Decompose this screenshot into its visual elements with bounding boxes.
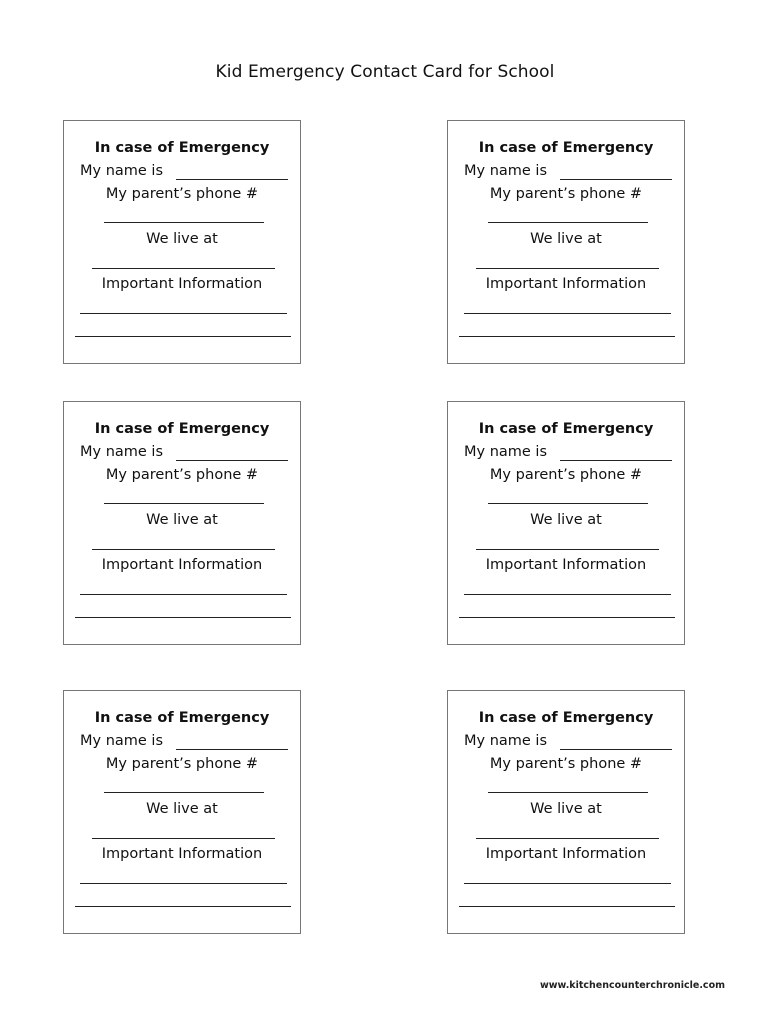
card-heading: In case of Emergency: [478, 421, 654, 437]
name-blank-line[interactable]: [560, 179, 672, 180]
address-label: We live at: [146, 801, 218, 817]
phone-blank-line[interactable]: [104, 222, 264, 223]
name-label: My name is: [464, 733, 548, 749]
card-heading: In case of Emergency: [478, 710, 654, 726]
phone-label: My parent’s phone #: [105, 467, 259, 483]
info-label: Important Information: [485, 846, 647, 862]
emergency-card: [447, 401, 685, 645]
name-blank-line[interactable]: [560, 460, 672, 461]
emergency-card: [63, 690, 301, 934]
info-label: Important Information: [101, 276, 263, 292]
document-title: Kid Emergency Contact Card for School: [215, 62, 555, 82]
phone-blank-line[interactable]: [488, 792, 648, 793]
name-label: My name is: [80, 444, 164, 460]
address-label: We live at: [146, 231, 218, 247]
name-blank-line[interactable]: [176, 179, 288, 180]
info-label: Important Information: [101, 846, 263, 862]
card-heading: In case of Emergency: [478, 140, 654, 156]
info-blank-line-2[interactable]: [75, 617, 291, 618]
card-heading: In case of Emergency: [94, 140, 270, 156]
info-blank-line-2[interactable]: [459, 336, 675, 337]
emergency-card: [447, 690, 685, 934]
phone-blank-line[interactable]: [488, 222, 648, 223]
info-blank-line-2[interactable]: [459, 617, 675, 618]
info-blank-line-1[interactable]: [464, 594, 671, 595]
address-label: We live at: [530, 801, 602, 817]
info-label: Important Information: [485, 276, 647, 292]
name-label: My name is: [464, 163, 548, 179]
emergency-card: [63, 401, 301, 645]
emergency-card: [63, 120, 301, 364]
info-blank-line-1[interactable]: [80, 594, 287, 595]
footer-url: www.kitchencounterchronicle.com: [539, 980, 725, 991]
name-blank-line[interactable]: [176, 749, 288, 750]
info-blank-line-1[interactable]: [464, 313, 671, 314]
info-blank-line-2[interactable]: [75, 336, 291, 337]
card-heading: In case of Emergency: [94, 421, 270, 437]
address-blank-line[interactable]: [476, 838, 659, 839]
address-label: We live at: [530, 512, 602, 528]
phone-label: My parent’s phone #: [489, 186, 643, 202]
info-blank-line-2[interactable]: [75, 906, 291, 907]
name-blank-line[interactable]: [560, 749, 672, 750]
phone-blank-line[interactable]: [488, 503, 648, 504]
address-label: We live at: [530, 231, 602, 247]
card-heading: In case of Emergency: [94, 710, 270, 726]
phone-blank-line[interactable]: [104, 503, 264, 504]
info-label: Important Information: [101, 557, 263, 573]
name-blank-line[interactable]: [176, 460, 288, 461]
address-blank-line[interactable]: [92, 838, 275, 839]
emergency-card: [447, 120, 685, 364]
info-label: Important Information: [485, 557, 647, 573]
info-blank-line-1[interactable]: [464, 883, 671, 884]
address-blank-line[interactable]: [476, 268, 659, 269]
info-blank-line-2[interactable]: [459, 906, 675, 907]
phone-blank-line[interactable]: [104, 792, 264, 793]
address-blank-line[interactable]: [92, 268, 275, 269]
info-blank-line-1[interactable]: [80, 883, 287, 884]
phone-label: My parent’s phone #: [105, 186, 259, 202]
address-blank-line[interactable]: [476, 549, 659, 550]
phone-label: My parent’s phone #: [489, 467, 643, 483]
address-label: We live at: [146, 512, 218, 528]
phone-label: My parent’s phone #: [105, 756, 259, 772]
phone-label: My parent’s phone #: [489, 756, 643, 772]
name-label: My name is: [464, 444, 548, 460]
info-blank-line-1[interactable]: [80, 313, 287, 314]
name-label: My name is: [80, 163, 164, 179]
address-blank-line[interactable]: [92, 549, 275, 550]
name-label: My name is: [80, 733, 164, 749]
